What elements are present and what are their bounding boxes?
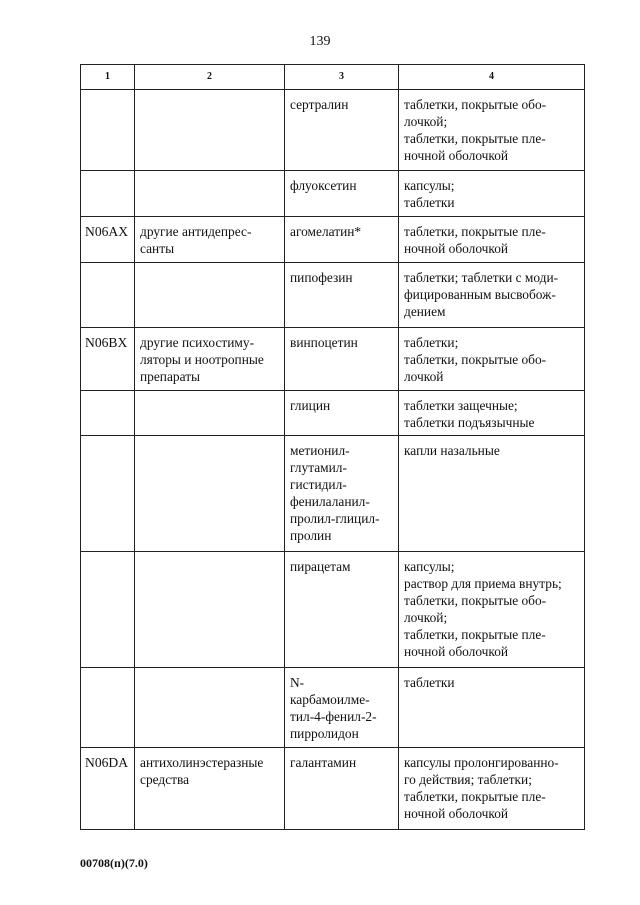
dosage-form-cell: таблетки; таблетки, покрытые обо- лочкой (399, 328, 585, 391)
drug-name-cell: метионил- глутамил- гистидил- фенилаланил- пролил-глицил- пролин (285, 436, 399, 552)
dosage-form-cell: капсулы пролонгированно- го действия; таблетки; таблетки, покрытые пле- ночной оболочкой (399, 748, 585, 830)
page-number: 139 (309, 34, 331, 49)
dosage-form-cell: капли назальные (399, 436, 585, 552)
drug-name-cell: агомелатин* (285, 217, 399, 263)
drug-name-cell: пипофезин (285, 263, 399, 328)
group-cell (135, 436, 285, 552)
drug-name-cell: сертралин (285, 90, 399, 171)
column-header: 3 (285, 65, 399, 90)
table-row (81, 391, 585, 436)
dosage-form-cell: таблетки, покрытые пле- ночной оболочкой (399, 217, 585, 263)
dosage-form-cell: таблетки защечные; таблетки подъязычные (399, 391, 585, 436)
column-header: 2 (135, 65, 285, 90)
group-cell (135, 668, 285, 748)
atc-code-cell (81, 263, 135, 328)
table-header-row (81, 65, 585, 90)
atc-code-cell (81, 391, 135, 436)
table-row (81, 552, 585, 668)
drug-name-cell: винпоцетин (285, 328, 399, 391)
atc-code-cell: N06DA (81, 748, 135, 830)
atc-code-cell (81, 171, 135, 217)
group-cell (135, 263, 285, 328)
dosage-form-cell: капсулы; таблетки (399, 171, 585, 217)
table-row (81, 90, 585, 171)
column-header: 4 (399, 65, 585, 90)
drug-name-cell: флуоксетин (285, 171, 399, 217)
group-cell: антихолинэстеразные средства (135, 748, 285, 830)
group-cell: другие психостиму- ляторы и ноотропные препараты (135, 328, 285, 391)
group-cell (135, 552, 285, 668)
column-header: 1 (81, 65, 135, 90)
atc-code-cell: N06AX (81, 217, 135, 263)
atc-code-cell (81, 436, 135, 552)
atc-code-cell (81, 90, 135, 171)
drug-name-cell: галантамин (285, 748, 399, 830)
dosage-form-cell: таблетки; таблетки с моди- фицированным высвобож- дением (399, 263, 585, 328)
dosage-form-cell: таблетки, покрытые обо- лочкой; таблетки, покрытые пле- ночной оболочкой (399, 90, 585, 171)
atc-code-cell: N06BX (81, 328, 135, 391)
atc-code-cell (81, 668, 135, 748)
drug-name-cell: глицин (285, 391, 399, 436)
group-cell: другие антидепрес- санты (135, 217, 285, 263)
drug-name-cell: N- карбамоилме- тил-4-фенил-2- пирролидон (285, 668, 399, 748)
table-row (81, 217, 585, 263)
dosage-form-cell: таблетки (399, 668, 585, 748)
drug-name-cell: пирацетам (285, 552, 399, 668)
group-cell (135, 90, 285, 171)
dosage-form-cell: капсулы; раствор для приема внутрь; таблетки, покрытые обо- лочкой; таблетки, покрытые пле- ночной оболочкой (399, 552, 585, 668)
drug-table (80, 64, 585, 830)
table-row (81, 436, 585, 552)
table-row (81, 328, 585, 391)
group-cell (135, 171, 285, 217)
table-row (81, 668, 585, 748)
table-row (81, 171, 585, 217)
table-row (81, 263, 585, 328)
group-cell (135, 391, 285, 436)
table-row (81, 748, 585, 830)
atc-code-cell (81, 552, 135, 668)
document-code: 00708(п)(7.0) (80, 856, 148, 870)
